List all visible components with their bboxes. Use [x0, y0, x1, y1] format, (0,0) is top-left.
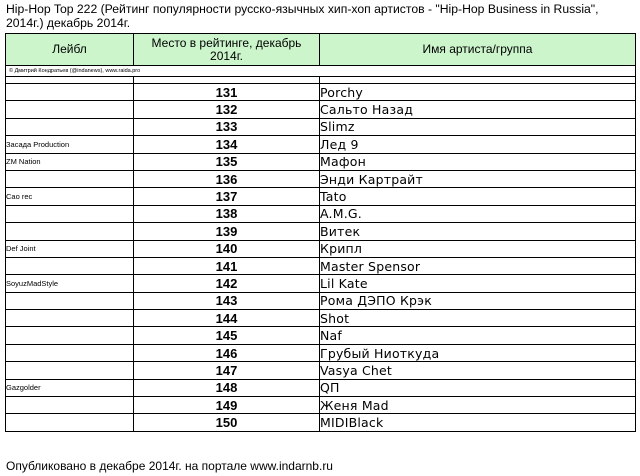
label-cell — [6, 84, 134, 101]
artist-cell: Лед 9 — [320, 136, 636, 153]
copyright-text: © Дмитрий Кондратьев (@indanews), www.raida.pro — [6, 66, 636, 77]
artist-cell: Мафон — [320, 153, 636, 170]
rank-cell: 147 — [134, 362, 320, 379]
rank-cell: 131 — [134, 84, 320, 101]
rank-cell: 145 — [134, 327, 320, 344]
table-row — [6, 153, 636, 170]
label-cell — [6, 170, 134, 187]
label-cell — [6, 205, 134, 222]
artist-cell: Tato — [320, 188, 636, 205]
footer-note: Опубликовано в декабре 2014г. на портале www.indarnb.ru — [6, 459, 333, 473]
artist-cell: Master Spensor — [320, 257, 636, 274]
label-cell — [6, 414, 134, 431]
label-cell — [6, 310, 134, 327]
rank-cell: 135 — [134, 153, 320, 170]
rank-cell: 134 — [134, 136, 320, 153]
artist-cell: Женя Mad — [320, 397, 636, 414]
label-cell: Засада Production — [6, 136, 134, 153]
header-label: Лейбл — [6, 34, 134, 66]
rank-cell: 137 — [134, 188, 320, 205]
rank-cell: 149 — [134, 397, 320, 414]
header-artist: Имя артиста/группа — [320, 34, 636, 66]
artist-cell: Энди Картрайт — [320, 170, 636, 187]
label-cell — [6, 257, 134, 274]
table-row — [6, 379, 636, 396]
label-cell: ZM Nation — [6, 153, 134, 170]
table-row — [6, 292, 636, 309]
artist-cell: Vasya Chet — [320, 362, 636, 379]
artist-cell: Рома ДЭПО Крэк — [320, 292, 636, 309]
rank-cell: 143 — [134, 292, 320, 309]
table-row — [6, 414, 636, 431]
artist-cell: Lil Kate — [320, 275, 636, 292]
artist-cell: Slimz — [320, 118, 636, 135]
artist-cell: Сальто Назад — [320, 101, 636, 118]
label-cell — [6, 397, 134, 414]
copyright-row — [6, 66, 636, 77]
label-cell — [6, 344, 134, 361]
label-cell: SoyuzMadStyle — [6, 275, 134, 292]
artist-cell: Shot — [320, 310, 636, 327]
rank-cell: 150 — [134, 414, 320, 431]
label-cell — [6, 362, 134, 379]
table-header-row — [6, 34, 636, 66]
table-row — [6, 397, 636, 414]
artist-cell: QП — [320, 379, 636, 396]
rank-cell: 146 — [134, 344, 320, 361]
rank-cell: 144 — [134, 310, 320, 327]
label-cell: Def Joint — [6, 240, 134, 257]
table-row — [6, 84, 636, 101]
header-rank: Место в рейтинге, декабрь 2014г. — [134, 34, 320, 66]
table-row — [6, 170, 636, 187]
rank-cell: 139 — [134, 223, 320, 240]
spacer-row — [6, 77, 636, 84]
rating-table — [5, 33, 636, 432]
rank-cell: 136 — [134, 170, 320, 187]
artist-cell: Крипл — [320, 240, 636, 257]
rank-cell: 141 — [134, 257, 320, 274]
rank-cell: 140 — [134, 240, 320, 257]
table-row — [6, 118, 636, 135]
rank-cell: 132 — [134, 101, 320, 118]
table-row — [6, 362, 636, 379]
rank-cell: 133 — [134, 118, 320, 135]
label-cell: Cao rec — [6, 188, 134, 205]
table-row — [6, 136, 636, 153]
artist-cell: Naf — [320, 327, 636, 344]
label-cell: Gazgolder — [6, 379, 134, 396]
label-cell — [6, 327, 134, 344]
rank-cell: 138 — [134, 205, 320, 222]
table-row — [6, 205, 636, 222]
label-cell — [6, 118, 134, 135]
table-row — [6, 223, 636, 240]
rank-cell: 148 — [134, 379, 320, 396]
artist-cell: A.M.G. — [320, 205, 636, 222]
table-row — [6, 240, 636, 257]
artist-cell: Porchy — [320, 84, 636, 101]
label-cell — [6, 223, 134, 240]
table-row — [6, 257, 636, 274]
table-row — [6, 344, 636, 361]
table-row — [6, 188, 636, 205]
label-cell — [6, 292, 134, 309]
artist-cell: Грубый Ниоткуда — [320, 344, 636, 361]
page-title: Hip-Hop Top 222 (Рейтинг популярности русско-язычных хип-хоп артистов - "Hip-Hop Business in Russia", 2014г.) декабрь 2014г. — [6, 2, 599, 30]
table-row — [6, 327, 636, 344]
label-cell — [6, 101, 134, 118]
artist-cell: Витек — [320, 223, 636, 240]
table-row — [6, 101, 636, 118]
table-row — [6, 275, 636, 292]
rank-cell: 142 — [134, 275, 320, 292]
artist-cell: MIDIBlack — [320, 414, 636, 431]
table-row — [6, 310, 636, 327]
